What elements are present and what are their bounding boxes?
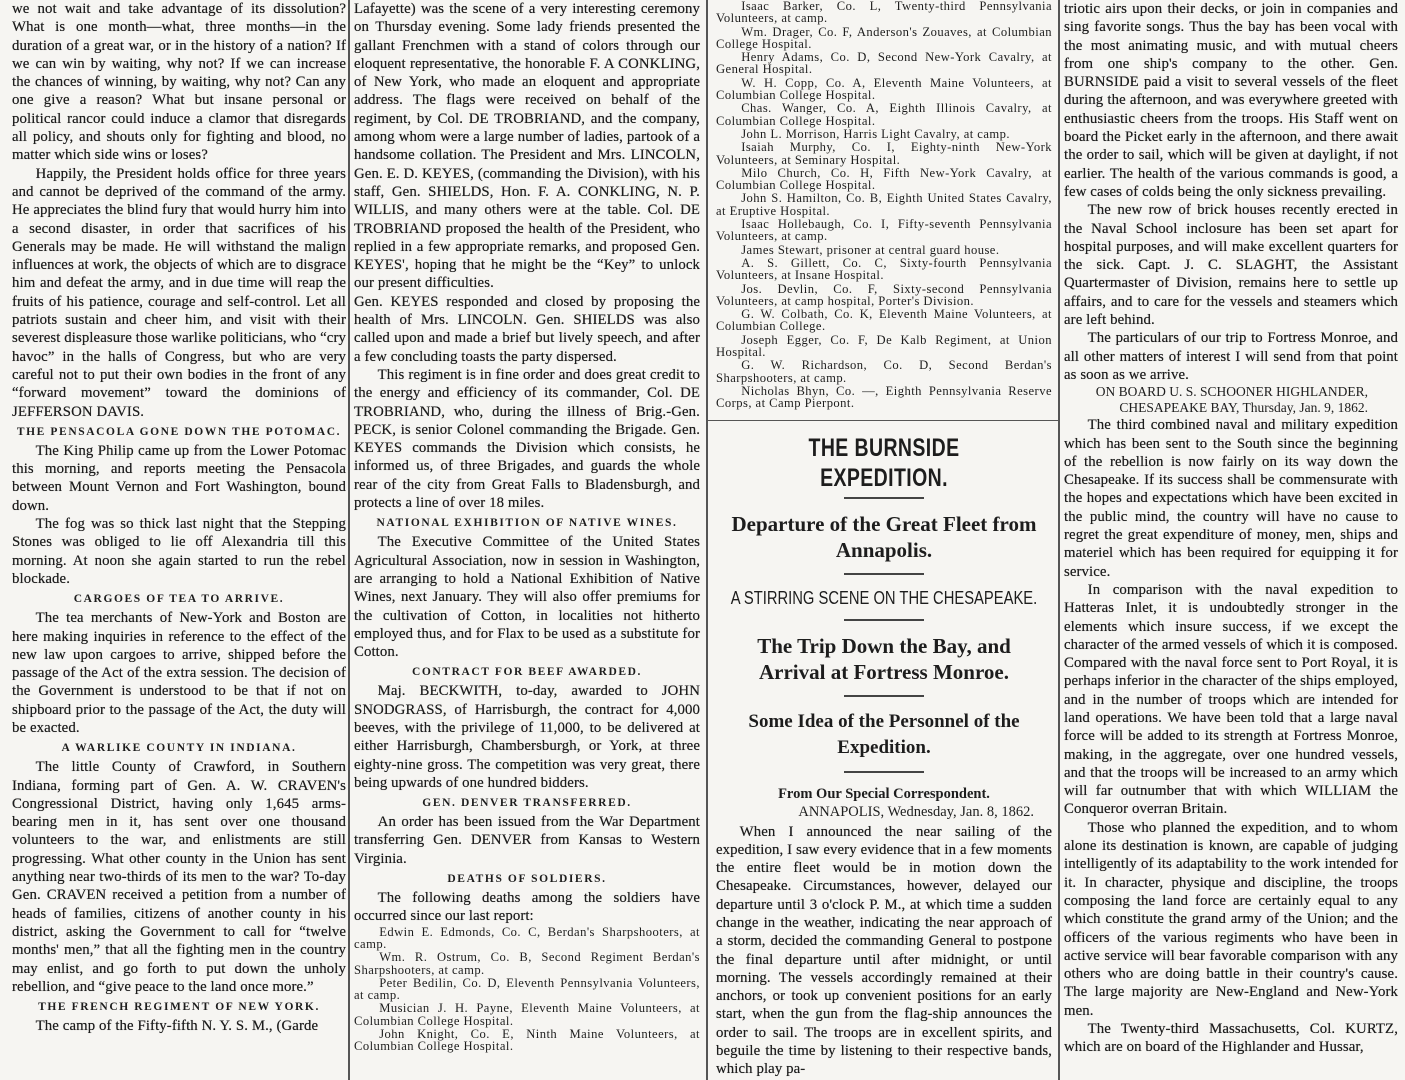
article-paragraph: When I announced the near sailing of the expedition, I saw every evidence that in a few moments the entire fleet would be in motion down the Chesapeake. Circumstances, however, delayed our departure until 3 o'clock P. M., at which time a sudden change in the weather, indicating the near approach of a storm, decided the commanding General to postpone the final departure until after midnight, or until morning. The vessels accordingly remained at their anchors, or took up convenient positions for an early start, when the gun from the flag-ship announces the order to sail. The troops are in excellent spirits, and beguile the time by listening to their respective bands, which play pa- [716,823,1052,1078]
death-list-item: Edwin E. Edmonds, Co. C, Berdan's Sharpshooters, at camp. [354,924,700,951]
death-list-item: Isaiah Murphy, Co. I, Eighty-ninth New-York Volunteers, at Seminary Hospital. [716,140,1052,167]
article-paragraph: The particulars of our trip to Fortress Monroe, and all other matters of interest I will send from that point as soon as we arrive. [1064,330,1398,383]
section-heading: THE FRENCH REGIMENT OF NEW YORK. [38,1001,320,1014]
death-list-item: Jos. Devlin, Co. F, Sixty-second Pennsylvania Volunteers, at camp hospital, Porter's Division. [716,281,1052,308]
article-paragraph: In comparison with the naval expedition to Hatteras Inlet, it is undoubtedly stronger in the elements which insure success, if we except the character of the armed vessels of which it is composed. Compared with the naval force sent to Port Royal, it is perhaps inferior in the character of the ships employed, and in the number of troops which are intended for land operations. We have been told that a large naval force will be added to its strength at Fortress Monroe, making, in the aggregate, over one hundred vessels, and that the troops will be increased to an army which will far outnumber that with which WILLIAM the Conqueror overran Britain. [1064,581,1398,818]
article-paragraph: An order has been issued from the War Department transferring Gen. DENVER from Kansas to Western Virginia. [354,814,700,867]
article-paragraph: Happily, the President holds office for three years and cannot be deprived of the command of the army. He appreciates the blind fury that would hurry him into a second disaster, in order that sacrifices of his Generals may be made. He will withstand the malign influences at work, the objects of which are to disgrace him and defeat the army, and in due time will reap the fruits of his patience, courage and self-control. Let all patriots sustain and cheer him, and visit with their severest displeasure those warlike politicians, who “cry havoc” in the halls of Congress, but who are very careful not to put their own bodies in the front of any “forward movement” toward the dominions of JEFFERSON DAVIS. [12,165,346,420]
section-heading: DEATHS OF SOLDIERS. [447,873,607,886]
article-paragraph: The camp of the Fifty-fifth N. Y. S. M., (Garde [35,1018,319,1035]
death-list-item: Isaac Barker, Co. L, Twenty-third Pennsylvania Volunteers, at camp. [716,0,1052,26]
death-list-item: Joseph Egger, Co. F, De Kalb Regiment, at Union Hospital. [716,332,1052,360]
article-paragraph: The third combined naval and military expedition which has been sent to the South since the beginning of the rebellion is now fairly on its way down the Chesapeake. If its success shall be commensurate with the hopes and expectations which have been excited in the public mind, the country will have no cause to regret the great expenditure of money, men, ships and materiel which has been required for equipping it for service. [1064,417,1398,580]
article-paragraph: Lafayette) was the scene of a very interesting ceremony on Thursday evening. Some lady friends presented the gallant Frenchmen with a stand of colors through our eloquent representative, the honorable F. A CONKLING, of New York, who made an eloquent and appropriate address. The flags were received on behalf of the regiment, by Col. DE TROBRIAND, and the company, among whom were a large number of ladies, partook of a handsome collation. The President and Mrs. LINCOLN, Gen. E. D. KEYES, (commanding the Division), with his staff, Gen. SHIELDS, Hon. F. A. CONKLING, N. P. WILLIS, and many others were at the table. Col. DE TROBRIAND proposed the health of the President, who replied in a few appropriate remarks, and proposed Gen. KEYES', hoping that he might be the “Key” to unlock our present difficulties. [354,1,700,292]
death-list-item: John L. Morrison, Harris Light Cavalry, at camp. [741,126,1010,141]
article-paragraph: Maj. BECKWITH, to-day, awarded to JOHN SNODGRASS, of Harrisburgh, the contract for 4,000 beeves, with the privilege of 11,000, to be delivered at either Harrisburgh, Chambersburgh, or York, at three eighty-nine gross. The competition was very great, there being upwards of one hundred bidders. [354,683,700,791]
death-list-item: Musician J. H. Payne, Eleventh Maine Volunteers, at Columbian College Hospital. [354,1001,700,1028]
headline-title: THE BURNSIDE EXPEDITION. [808,433,960,492]
death-list-item: Wm. Drager, Co. F, Anderson's Zouaves, at Columbian College Hospital. [716,24,1052,51]
newspaper-column-3 [716,0,1052,1079]
death-list-item: Nicholas Bhyn, Co. —, Eighth Pennsylvania Reserve Corps, at Camp Pierpont. [716,383,1052,411]
headline-deck: Departure of the Great Fleet from Annapolis. [731,511,1037,562]
article-paragraph: we not wait and take advantage of its dissolution? What is one month—what, three months—in the duration of a great war, or in the history of a nation? If we can win by waiting, why not? If we can increase the chances of winning, by waiting, why not? Can any one give a reason? What but insane personal or political rancor could induce a clamor that disregards all policy, and shouts only for fighting and blood, no matter which side wins or loses? [12,1,346,164]
death-list-item: A. S. Gillett, Co. C, Sixty-fourth Pennsylvania Volunteers, at Insane Hospital. [716,255,1052,283]
death-list-item: G. W. Colbath, Co. K, Eleventh Maine Volunteers, at Columbian College. [716,307,1052,334]
section-heading: THE PENSACOLA GONE DOWN THE POTOMAC. [16,425,342,438]
headline-box [708,420,1060,1079]
death-list-item: G. W. Richardson, Co. D, Second Berdan's Sharpshooters, at camp. [716,358,1052,385]
article-paragraph: triotic airs upon their decks, or join in companies and sing favorite songs. Thus the bay has been vocal with the most animating music, and with mutual cheers from one ship's company to the other. Gen. BURNSIDE paid a visit to several vessels of the fleet during the afternoon, and was everywhere greeted with enthusiastic cheers from the troops. His Staff went on board the Picket early in the afternoon, and there await the order to sail, which will be given at daylight, if not earlier. The health of the various commands is good, a few cases of colds being the only sickness prevailing. [1064,1,1398,200]
article-paragraph: The following deaths among the soldiers have occurred since our last report: [354,890,700,925]
death-list-item: John Knight, Co. E, Ninth Maine Volunteers, at Columbian College Hospital. [354,1027,700,1054]
column-divider [348,0,350,1080]
article-paragraph: The new row of brick houses recently erected in the Naval School inclosure has been set apart for hospital purposes, and will make excellent quarters for the sick. Capt. J. C. SLAGHT, the Assistant Quartermaster of Division, remains here to settle up affairs, and to care for the vessels and steamers which are left behind. [1064,202,1398,329]
dateline: ANNAPOLIS, Wednesday, Jan. 8, 1862. [798,803,1034,820]
headline-deck: Some Idea of the Personnel of the Expedition. [748,710,1020,758]
section-heading: CONTRACT FOR BEEF AWARDED. [411,666,643,679]
section-heading: NATIONAL EXHIBITION OF NATIVE WINES. [376,517,678,530]
death-list-item: Milo Church, Co. H, Fifth New-York Cavalry, at Columbian College Hospital. [716,165,1052,193]
dateline: ON BOARD U. S. SCHOONER HIGHLANDER, [1095,384,1368,400]
headline-rule [844,497,924,499]
article-paragraph: Those who planned the expedition, and to whom alone its destination is known, are capable of judging intelligently of its adaptability to the work intended for it. In character, physique and discipline, the troops composing the land force are certainly equal to any which constitute the grand army of the Union; and the officers of the various regiments who have been in active service will bear favorable comparison with any others who are doing battle in their country's cause. The large majority are New-England and New-York men. [1064,819,1398,1019]
section-heading: GEN. DENVER TRANSFERRED. [422,797,632,810]
section-heading: CARGOES OF TEA TO ARRIVE. [73,593,285,606]
newspaper-column-4 [1064,0,1398,1057]
headline-rule [844,771,924,773]
dateline: CHESAPEAKE BAY, Thursday, Jan. 9, 1862. [1119,400,1368,416]
headline-rule [844,573,924,575]
newspaper-column-1 [12,0,346,1035]
article-paragraph: The Executive Committee of the United States Agricultural Association, now in session in Washington, are arranging to hold a National Exhibition of Native Wines, next January. They will also offer premiums for the cultivation of Cotton, in localities not hitherto employed thus, and for Flax to be used as a substitute for Cotton. [354,534,700,661]
death-list-item: James Stewart, prisoner at central guard house. [741,242,1000,257]
death-list-item: W. H. Copp, Co. A, Eleventh Maine Volunteers, at Columbian College Hospital. [716,75,1052,103]
byline: From Our Special Correspondent. [778,785,990,802]
article-paragraph: The little County of Crawford, in Southern Indiana, forming part of Gen. A. W. CRAVEN's Congressional District, having only 1,645 arms-bearing men in it, has sent over one thousand volunteers to the war, and enlistments are still progressing. What other county in the Union has sent anything near two-thirds of its men to the war? To-day Gen. CRAVEN received a petition from a number of heads of families, citizens of another county in his district, asking the Government to call for “twelve months' men,” that all the fighting men in the country may enlist, and go forth to put down the unholy rebellion, and “give peace to the land once more.” [12,759,346,995]
article-paragraph: Gen. KEYES responded and closed by proposing the health of Mrs. LINCOLN. Gen. SHIELDS was also called upon and made a brief but lively speech, and after a few concluding toasts the party dispersed. [354,293,700,365]
article-paragraph: The King Philip came up from the Lower Potomac this morning, and reports meeting the Pensacola between Mount Vernon and Fort Washington, bound down. [12,442,346,514]
death-list-item: Peter Bedilin, Co. D, Eleventh Pennsylvania Volunteers, at camp. [354,975,700,1003]
death-list-item: Henry Adams, Co. D, Second New-York Cavalry, at General Hospital. [716,50,1052,77]
headline-rule [844,619,924,621]
death-list-item: Wm. R. Ostrum, Co. B, Second Regiment Berdan's Sharpshooters, at camp. [354,950,700,977]
death-list-item: Chas. Wanger, Co. A, Eighth Illinois Cavalry, at Columbian College Hospital. [716,101,1052,128]
article-paragraph: The Twenty-third Massachusetts, Col. KURTZ, which are on board of the Highlander and Hussar, [1064,1021,1398,1056]
article-paragraph: The tea merchants of New-York and Boston are here making inquiries in reference to the effect of the new law upon cargoes to arrive, shipped before the passage of the Act of the extra session. The decision of the Government is understood to be that if not on shipboard prior to the passage of the Act, the duty will be exacted. [12,610,346,736]
section-heading: A WARLIKE COUNTY IN INDIANA. [61,742,297,755]
death-list-item: John S. Hamilton, Co. B, Eighth United States Cavalry, at Eruptive Hospital. [716,191,1052,218]
headline-deck: A STIRRING SCENE ON THE CHESAPEAKE. [730,587,1038,608]
newspaper-column-2 [354,0,700,1054]
death-list-item: Isaac Hollebaugh, Co. I, Fifty-seventh Pennsylvania Volunteers, at camp. [716,217,1052,244]
headline-deck: The Trip Down the Bay, and Arrival at Fortress Monroe. [757,633,1011,684]
article-paragraph: The fog was so thick last night that the Stepping Stones was obliged to lie off Alexandria till this morning. At noon she again started to run the rebel blockade. [12,516,346,587]
article-paragraph: This regiment is in fine order and does great credit to the energy and efficiency of its commander, Col. DE TROBRIAND, who, during the illness of Brig.-Gen. PECK, is senior Colonel commanding the Brigade. Gen. KEYES commands the Division which consists, he informed us, of three Brigades, and guards the whole rear of the city from Great Falls to Bladensburgh, and protects a line of over 18 miles. [354,366,700,512]
headline-rule [844,695,924,697]
